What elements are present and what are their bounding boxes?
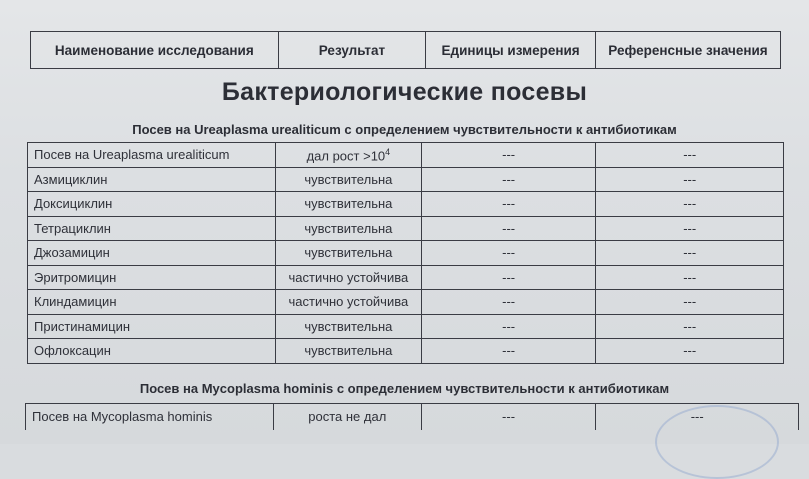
test-units: --- <box>421 216 596 241</box>
test-reference: --- <box>596 143 784 168</box>
table-row <box>28 241 784 266</box>
stamp-mark <box>655 405 779 479</box>
results-header-table <box>30 31 781 69</box>
test-name: Джозамицин <box>28 241 276 266</box>
mycoplasma-subtitle <box>0 381 809 396</box>
ureaplasma-subtitle-species: Ureaplasma urealiticum <box>194 122 341 137</box>
table-row <box>28 143 784 168</box>
test-result: чувствительна <box>275 216 421 241</box>
test-result: чувствительна <box>275 241 421 266</box>
table-row <box>28 192 784 217</box>
header-reference: Референсные значения <box>596 32 781 69</box>
test-result-exponent: 4 <box>385 146 391 157</box>
test-result: частично устойчива <box>275 265 421 290</box>
test-units: --- <box>421 404 596 430</box>
header-row <box>31 32 781 69</box>
header-result: Результат <box>278 32 426 69</box>
test-reference: --- <box>596 339 784 364</box>
table-row <box>28 314 784 339</box>
test-reference: --- <box>596 241 784 266</box>
test-result: чувствительна <box>275 339 421 364</box>
test-units: --- <box>421 339 596 364</box>
table-row <box>28 216 784 241</box>
test-name: Тетрациклин <box>28 216 276 241</box>
test-result: роста не дал <box>273 404 421 430</box>
test-result: чувствительна <box>275 167 421 192</box>
mycoplasma-subtitle-prefix: Посев на <box>139 381 202 396</box>
test-name: Эритромицин <box>28 265 276 290</box>
test-reference: --- <box>596 167 784 192</box>
ureaplasma-subtitle-prefix: Посев на <box>132 122 195 137</box>
test-reference: --- <box>596 265 784 290</box>
header-units: Единицы измерения <box>426 32 596 69</box>
test-units: --- <box>421 290 596 315</box>
test-name: Азмициклин <box>28 167 276 192</box>
test-reference: --- <box>596 404 799 430</box>
test-result-text: дал рост >10 <box>306 147 386 163</box>
test-name: Посев на Ureaplasma urealiticum <box>28 143 276 168</box>
test-name: Клиндамицин <box>28 290 276 315</box>
test-name: Доксициклин <box>28 192 276 217</box>
test-reference: --- <box>596 314 784 339</box>
section-title: Бактериологические посевы <box>221 78 588 106</box>
table-row <box>28 167 784 192</box>
test-result: частично устойчива <box>275 290 421 315</box>
ureaplasma-subtitle-suffix: с определением чувствительности к антибиотикам <box>340 122 677 137</box>
test-reference: --- <box>596 216 784 241</box>
ureaplasma-table <box>27 142 784 364</box>
test-units: --- <box>421 167 596 192</box>
test-name: Посев на Mycoplasma hominis <box>26 404 274 430</box>
test-units: --- <box>421 192 596 217</box>
test-result: чувствительна <box>275 192 421 217</box>
test-reference: --- <box>596 192 784 217</box>
test-name: Офлоксацин <box>28 339 276 364</box>
test-units: --- <box>421 265 596 290</box>
ureaplasma-subtitle <box>0 122 809 137</box>
table-row <box>28 339 784 364</box>
test-units: --- <box>421 143 596 168</box>
test-reference: --- <box>596 290 784 315</box>
test-name: Пристинамицин <box>28 314 276 339</box>
mycoplasma-subtitle-suffix: с определением чувствительности к антибиотикам <box>333 381 670 396</box>
test-units: --- <box>421 241 596 266</box>
mycoplasma-subtitle-species: Mycoplasma hominis <box>201 381 334 396</box>
header-test-name: Наименование исследования <box>31 32 279 69</box>
test-result <box>275 143 421 168</box>
table-row <box>28 290 784 315</box>
table-row <box>28 265 784 290</box>
test-units: --- <box>421 314 596 339</box>
test-result: чувствительна <box>275 314 421 339</box>
